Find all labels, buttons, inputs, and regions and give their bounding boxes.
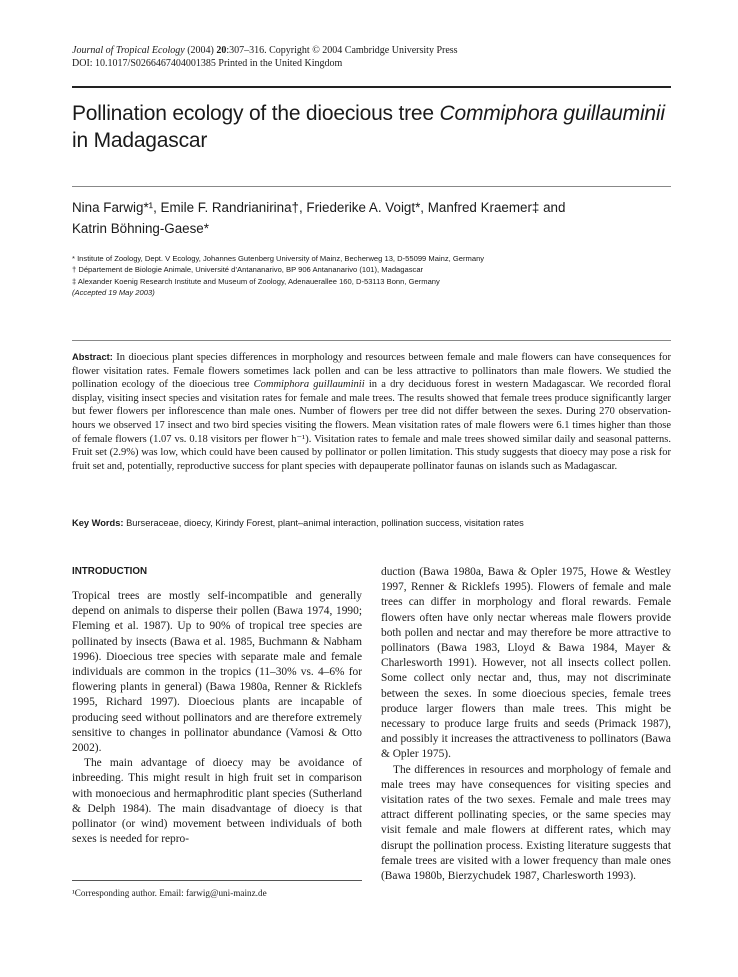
section-heading-introduction: INTRODUCTION xyxy=(72,566,148,577)
abstract-rule xyxy=(72,340,671,341)
journal-name: Journal of Tropical Ecology xyxy=(72,45,185,56)
abstract-species: Commiphora guillauminii xyxy=(253,379,365,391)
title-rule xyxy=(72,186,671,187)
left-column xyxy=(72,565,362,847)
title-species: Commiphora guillauminii xyxy=(439,102,665,125)
abstract-text-b: in a dry deciduous forest in western Madagascar. We recorded floral display, visiting insect species and visitation rates for female and male trees. The results showed that female trees produce significantly larger but fewer flowers per inflorescence than male ones. Number of flowers per tree did not differ between the sexes. During 270 observation-hours we observed 17 insect and two bird species visiting the flowers. Mean visitation rates of male flowers were 6.1 times higher than those of female flowers (1.07 vs. 0.18 visitors per flower h⁻¹). Visitation rates to female and male trees showed similar daily and seasonal patterns. Fruit set (2.9%) was low, which could have been caused by pollinator or pollen limitation. This study suggests that dioecy may pose a risk for fruit set and, potentially, reproductive success for plant species with depauperate pollinator faunas on islands such as Madagascar. xyxy=(72,379,671,472)
journal-volume: 20 xyxy=(216,45,227,56)
accepted-date: (Accepted 19 May 2003) xyxy=(72,288,155,298)
authors-line-2: Katrin Böhning-Gaese* xyxy=(72,221,209,236)
affiliation-2: † Département de Biologie Animale, Université d’Antananarivo, BP 906 Antananarivo (101), Madagascar xyxy=(72,265,424,275)
intro-paragraph-2: The main advantage of dioecy may be avoidance of inbreeding. This might result in high fruit set in comparison with monoecious and hermaphroditic plant species (Sutherland & Delph 1984). The main disadvantage of dioecy is that pollinator (or wind) movement between individuals of both sexes is needed for repro- xyxy=(72,757,362,846)
intro-paragraph-1: Tropical trees are mostly self-incompatible and generally depend on animals to disperse their pollen (Bawa 1974, 1990; Fleming et al. 1987). Up to 90% of tropical tree species are pollinated by insects (Bawa et al. 1985, Buchmann & Nabham 1996). Dioecious tree species with separate male and female individuals are common in the tropics (11–30% vs. 4–6% for flowering plants in general) (Bawa 1980a, Renner & Ricklefs 1995, Richard 1997). Dioecious plants are incapable of producing seed without pollinators and are therefore extremely sensitive to changes in pollinator abundance (Vamosi & Otto 2002). xyxy=(72,590,362,755)
intro-paragraph-4: The differences in resources and morphology of female and male trees may have consequences for visiting species and visitation rates of the two sexes. Female and male trees may attract different pollinating species, or the same species may visit female and male flowers at different rates, which may disrupt the pollination process. Existing literature suggests that female trees are visited with a lower frequency than male ones (Bawa 1980b, Bierzychudek 1987, Charlesworth 1993). xyxy=(381,763,671,883)
keywords xyxy=(72,517,671,530)
abstract xyxy=(72,351,671,473)
journal-pages: :307–316. Copyright © 2004 Cambridge University Press xyxy=(226,45,458,56)
intro-paragraph-3: duction (Bawa 1980a, Bawa & Opler 1975, Howe & Westley 1997, Renner & Ricklefs 1995). Flowers of female and male trees can differ in morphology and floral rewards. Female flowers often have only nectar whereas male flowers provide both pollen and nectar and may therefore be more attractive to pollinators (Bawa 1983, Lloyd & Bawa 1984, Mayer & Charlesworth 1991). However, not all insects collect pollen. Some collect only nectar and, thus, may not discriminate between the sexes. In some dioecious species, female trees produce larger flowers than male trees. This might be necessary to produce large fruits and seeds (Primack 1987), and possibly it increases the attractiveness to pollinators (Bawa & Opler 1975). xyxy=(381,566,671,761)
doi-line: DOI: 10.1017/S0266467404001385 Printed in the United Kingdom xyxy=(72,58,343,69)
authors-line-1: Nina Farwig*¹, Emile F. Randrianirina†, Friederike A. Voigt*, Manfred Kraemer‡ and xyxy=(72,200,566,215)
title-part2: in Madagascar xyxy=(72,129,208,152)
footnote: ¹Corresponding author. Email: farwig@uni-mainz.de xyxy=(72,888,267,898)
keywords-text: Burseraceae, dioecy, Kirindy Forest, plant–animal interaction, pollination success, visitation rates xyxy=(126,518,524,528)
abstract-text-a: In dioecious plant species differences in morphology and resources between female and male flowers can have consequences for flower visitation rates. Female flowers sometimes lack pollen and can be less attractive to pollinators than male flowers. We studied the pollination ecology of the dioecious tree xyxy=(72,352,672,391)
abstract-label: Abstract: xyxy=(72,352,113,362)
header-rule xyxy=(72,86,671,88)
title-part1: Pollination ecology of the dioecious tree xyxy=(72,102,440,125)
journal-year: (2004) xyxy=(187,45,214,56)
affiliation-3: ‡ Alexander Koenig Research Institute and Museum of Zoology, Adenauerallee 160, D-53113 Bonn, Germany xyxy=(72,276,440,286)
keywords-label: Key Words: xyxy=(72,518,124,528)
affiliations xyxy=(72,253,672,299)
footnote-rule xyxy=(72,880,362,881)
affiliation-1: * Institute of Zoology, Dept. V Ecology, Johannes Gutenberg University of Mainz, Becherweg 13, D-55099 Mainz, Germany xyxy=(72,254,485,263)
author-list xyxy=(72,197,672,239)
paper-title xyxy=(72,100,672,154)
journal-citation xyxy=(72,44,672,57)
right-column xyxy=(381,565,671,884)
